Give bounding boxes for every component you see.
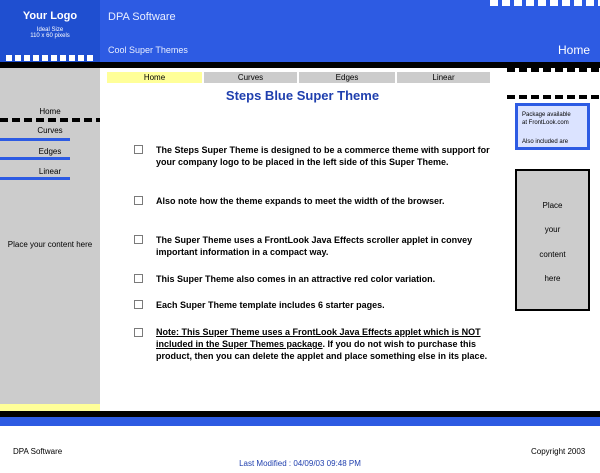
sidebar-item-curves[interactable]: Curves <box>37 126 63 135</box>
sidebar-divider <box>0 138 100 141</box>
sidebar-item-linear[interactable]: Linear <box>38 167 62 176</box>
sidebar-placeholder-text: Place your content here <box>7 240 93 249</box>
package-text: at FrontLook.com <box>522 120 569 126</box>
logo-size-label: Ideal Size <box>36 27 64 33</box>
checkbox[interactable] <box>134 300 143 309</box>
tab-linear[interactable]: Linear <box>397 72 490 83</box>
sidebar-divider <box>0 118 100 122</box>
sidebar-item-home[interactable]: Home <box>39 107 61 116</box>
note-rest: . If you do not wish to purchase this product, then you can delete the applet and place something else in its place. <box>156 339 488 361</box>
sidebar-divider <box>0 157 100 160</box>
current-page-name: Home <box>558 43 591 57</box>
logo-title: Your Logo <box>22 10 78 22</box>
header-checker-strip <box>490 0 600 6</box>
placeholder-word: here <box>544 274 561 283</box>
package-text: Package available <box>522 112 571 118</box>
right-content-box <box>515 169 590 311</box>
logo-checker-strip <box>6 55 96 61</box>
footer-copyright: Copyright 2003 <box>531 447 586 456</box>
header-tagline: Cool Super Themes <box>108 45 188 55</box>
placeholder-word: Place <box>542 201 563 210</box>
right-panel-divider <box>507 68 600 72</box>
right-panel-divider <box>507 95 600 99</box>
sidebar-divider <box>0 177 100 180</box>
paragraph: This Super Theme also comes in an attractive red color variation. <box>156 274 436 284</box>
checkbox[interactable] <box>134 274 143 283</box>
checkbox[interactable] <box>134 145 143 154</box>
tab-edges[interactable]: Edges <box>299 72 395 83</box>
checkbox[interactable] <box>134 196 143 205</box>
logo-size-dimensions: 110 x 60 pixels <box>30 33 70 39</box>
tab-curves[interactable]: Curves <box>204 72 297 83</box>
paragraph: The Steps Super Theme is designed to be a commerce theme with support for your company logo to be placed in the left side of this Super Theme. <box>156 145 490 167</box>
checkbox[interactable] <box>134 328 143 337</box>
note-paragraph <box>156 326 490 362</box>
paragraph: Each Super Theme template includes 6 starter pages. <box>156 300 385 310</box>
checkbox[interactable] <box>134 235 143 244</box>
brand-name: DPA Software <box>108 11 176 23</box>
placeholder-word: content <box>539 250 566 259</box>
package-scroller[interactable] <box>515 103 590 150</box>
tab-home[interactable]: Home <box>107 72 202 83</box>
placeholder-word: your <box>544 225 561 234</box>
footer-band <box>0 417 600 426</box>
note-underlined: Note: This Super Theme uses a FrontLook Java Effects applet which is NOT included in the Super Themes package <box>156 327 481 349</box>
page-title: Steps Blue Super Theme <box>225 88 380 103</box>
last-modified: Last Modified : 04/09/03 09:48 PM <box>239 459 361 468</box>
paragraph: Also note how the theme expands to meet the width of the browser. <box>156 196 445 206</box>
footer-company: DPA Software <box>13 447 63 456</box>
paragraph: The Super Theme uses a FrontLook Java Effects scroller applet in convey important information in a compact way. <box>156 235 473 257</box>
package-text: Also included are <box>522 139 569 145</box>
sidebar-item-edges[interactable]: Edges <box>38 147 62 156</box>
